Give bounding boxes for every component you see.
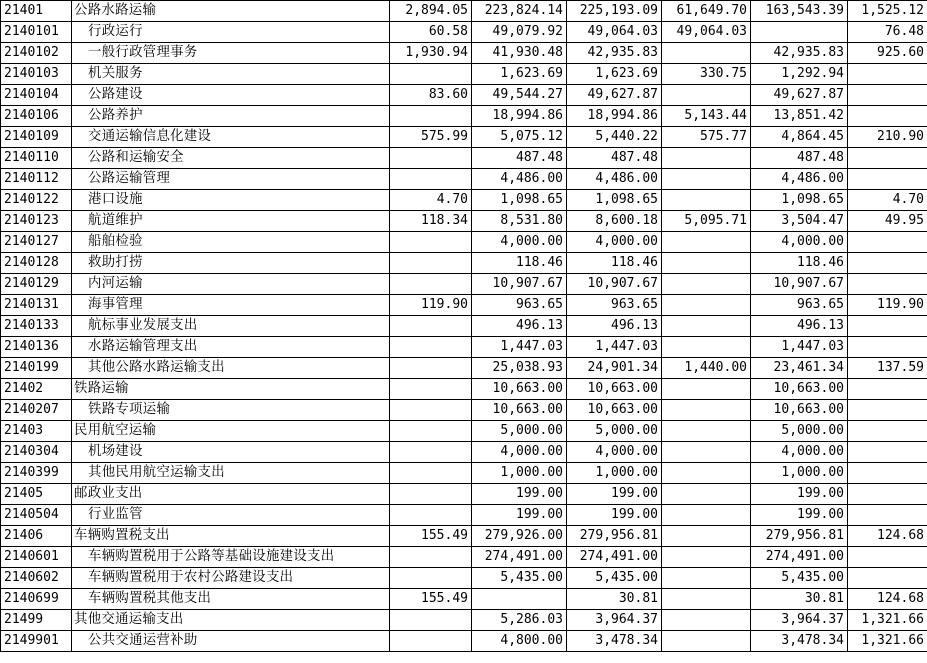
name-cell: 公路养护 bbox=[72, 106, 390, 127]
code-cell: 2140127 bbox=[1, 232, 72, 253]
value-cell-5: 5,435.00 bbox=[751, 568, 848, 589]
code-cell: 2140504 bbox=[1, 505, 72, 526]
value-cell-1 bbox=[390, 253, 472, 274]
table-row bbox=[1, 379, 927, 400]
code-cell: 21406 bbox=[1, 526, 72, 547]
value-cell-2: 1,000.00 bbox=[472, 463, 567, 484]
name-cell: 邮政业支出 bbox=[72, 484, 390, 505]
value-cell-4: 575.77 bbox=[662, 127, 751, 148]
value-cell-5: 1,000.00 bbox=[751, 463, 848, 484]
value-cell-2: 4,000.00 bbox=[472, 232, 567, 253]
table-row bbox=[1, 610, 927, 631]
table-body bbox=[1, 1, 927, 652]
value-cell-1 bbox=[390, 358, 472, 379]
value-cell-3: 49,064.03 bbox=[567, 22, 662, 43]
code-cell: 21403 bbox=[1, 421, 72, 442]
value-cell-3: 4,000.00 bbox=[567, 442, 662, 463]
value-cell-6 bbox=[848, 442, 927, 463]
code-cell: 2140106 bbox=[1, 106, 72, 127]
name-cell: 机场建设 bbox=[72, 442, 390, 463]
value-cell-3: 496.13 bbox=[567, 316, 662, 337]
value-cell-4 bbox=[662, 253, 751, 274]
value-cell-3: 8,600.18 bbox=[567, 211, 662, 232]
value-cell-6: 49.95 bbox=[848, 211, 927, 232]
value-cell-1 bbox=[390, 421, 472, 442]
value-cell-1 bbox=[390, 106, 472, 127]
value-cell-1: 155.49 bbox=[390, 526, 472, 547]
table-row bbox=[1, 358, 927, 379]
name-cell: 其他公路水路运输支出 bbox=[72, 358, 390, 379]
code-cell: 2140128 bbox=[1, 253, 72, 274]
value-cell-4 bbox=[662, 589, 751, 610]
value-cell-2: 199.00 bbox=[472, 505, 567, 526]
code-cell: 2140129 bbox=[1, 274, 72, 295]
value-cell-2: 8,531.80 bbox=[472, 211, 567, 232]
value-cell-4 bbox=[662, 631, 751, 652]
value-cell-3: 30.81 bbox=[567, 589, 662, 610]
table-row bbox=[1, 1, 927, 22]
value-cell-1 bbox=[390, 232, 472, 253]
name-cell: 公路运输管理 bbox=[72, 169, 390, 190]
value-cell-4 bbox=[662, 442, 751, 463]
value-cell-1: 4.70 bbox=[390, 190, 472, 211]
value-cell-4 bbox=[662, 316, 751, 337]
table-row bbox=[1, 442, 927, 463]
value-cell-5: 42,935.83 bbox=[751, 43, 848, 64]
value-cell-2 bbox=[472, 589, 567, 610]
value-cell-1 bbox=[390, 547, 472, 568]
value-cell-2: 5,286.03 bbox=[472, 610, 567, 631]
value-cell-1 bbox=[390, 484, 472, 505]
value-cell-6 bbox=[848, 484, 927, 505]
code-cell: 21499 bbox=[1, 610, 72, 631]
value-cell-6 bbox=[848, 169, 927, 190]
value-cell-3: 10,907.67 bbox=[567, 274, 662, 295]
value-cell-4: 5,095.71 bbox=[662, 211, 751, 232]
value-cell-1 bbox=[390, 505, 472, 526]
name-cell: 航道维护 bbox=[72, 211, 390, 232]
value-cell-2: 10,663.00 bbox=[472, 400, 567, 421]
table-row bbox=[1, 253, 927, 274]
table-row bbox=[1, 43, 927, 64]
name-cell: 铁路运输 bbox=[72, 379, 390, 400]
value-cell-5: 1,292.94 bbox=[751, 64, 848, 85]
value-cell-4 bbox=[662, 484, 751, 505]
value-cell-4 bbox=[662, 43, 751, 64]
value-cell-3: 42,935.83 bbox=[567, 43, 662, 64]
value-cell-3: 487.48 bbox=[567, 148, 662, 169]
name-cell: 港口设施 bbox=[72, 190, 390, 211]
table-row bbox=[1, 211, 927, 232]
value-cell-3: 10,663.00 bbox=[567, 379, 662, 400]
code-cell: 2140601 bbox=[1, 547, 72, 568]
value-cell-4 bbox=[662, 148, 751, 169]
value-cell-2: 41,930.48 bbox=[472, 43, 567, 64]
code-cell: 2140304 bbox=[1, 442, 72, 463]
value-cell-1 bbox=[390, 337, 472, 358]
value-cell-1 bbox=[390, 316, 472, 337]
value-cell-6 bbox=[848, 106, 927, 127]
code-cell: 2140101 bbox=[1, 22, 72, 43]
value-cell-6 bbox=[848, 274, 927, 295]
value-cell-3: 10,663.00 bbox=[567, 400, 662, 421]
name-cell: 救助打捞 bbox=[72, 253, 390, 274]
table-row bbox=[1, 274, 927, 295]
value-cell-5: 274,491.00 bbox=[751, 547, 848, 568]
value-cell-6 bbox=[848, 463, 927, 484]
value-cell-5: 963.65 bbox=[751, 295, 848, 316]
name-cell: 民用航空运输 bbox=[72, 421, 390, 442]
name-cell: 交通运输信息化建设 bbox=[72, 127, 390, 148]
value-cell-4 bbox=[662, 568, 751, 589]
value-cell-2: 4,000.00 bbox=[472, 442, 567, 463]
table-row bbox=[1, 463, 927, 484]
value-cell-6: 210.90 bbox=[848, 127, 927, 148]
name-cell: 公路水路运输 bbox=[72, 1, 390, 22]
value-cell-3: 199.00 bbox=[567, 505, 662, 526]
value-cell-6: 1,321.66 bbox=[848, 631, 927, 652]
name-cell: 内河运输 bbox=[72, 274, 390, 295]
value-cell-2: 223,824.14 bbox=[472, 1, 567, 22]
value-cell-2: 199.00 bbox=[472, 484, 567, 505]
value-cell-2: 1,623.69 bbox=[472, 64, 567, 85]
value-cell-4: 1,440.00 bbox=[662, 358, 751, 379]
value-cell-4 bbox=[662, 274, 751, 295]
table-row bbox=[1, 22, 927, 43]
value-cell-4 bbox=[662, 232, 751, 253]
code-cell: 2140699 bbox=[1, 589, 72, 610]
code-cell: 2140110 bbox=[1, 148, 72, 169]
value-cell-1: 1,930.94 bbox=[390, 43, 472, 64]
code-cell: 2140122 bbox=[1, 190, 72, 211]
name-cell: 车辆购置税用于农村公路建设支出 bbox=[72, 568, 390, 589]
value-cell-3: 274,491.00 bbox=[567, 547, 662, 568]
value-cell-2: 49,544.27 bbox=[472, 85, 567, 106]
name-cell: 行政运行 bbox=[72, 22, 390, 43]
value-cell-6 bbox=[848, 85, 927, 106]
value-cell-1: 83.60 bbox=[390, 85, 472, 106]
value-cell-1 bbox=[390, 379, 472, 400]
name-cell: 海事管理 bbox=[72, 295, 390, 316]
value-cell-4 bbox=[662, 463, 751, 484]
table-row bbox=[1, 148, 927, 169]
value-cell-6 bbox=[848, 232, 927, 253]
value-cell-6 bbox=[848, 379, 927, 400]
table-row bbox=[1, 589, 927, 610]
value-cell-4 bbox=[662, 190, 751, 211]
value-cell-5: 496.13 bbox=[751, 316, 848, 337]
value-cell-5: 10,663.00 bbox=[751, 400, 848, 421]
value-cell-3: 4,000.00 bbox=[567, 232, 662, 253]
value-cell-4: 5,143.44 bbox=[662, 106, 751, 127]
value-cell-6 bbox=[848, 505, 927, 526]
value-cell-2: 5,075.12 bbox=[472, 127, 567, 148]
value-cell-3: 1,447.03 bbox=[567, 337, 662, 358]
value-cell-3: 1,098.65 bbox=[567, 190, 662, 211]
code-cell: 2140131 bbox=[1, 295, 72, 316]
value-cell-6 bbox=[848, 547, 927, 568]
value-cell-1: 118.34 bbox=[390, 211, 472, 232]
value-cell-6: 76.48 bbox=[848, 22, 927, 43]
value-cell-4: 49,064.03 bbox=[662, 22, 751, 43]
value-cell-4 bbox=[662, 610, 751, 631]
value-cell-5: 4,864.45 bbox=[751, 127, 848, 148]
value-cell-5: 4,000.00 bbox=[751, 232, 848, 253]
value-cell-5: 49,627.87 bbox=[751, 85, 848, 106]
value-cell-6 bbox=[848, 568, 927, 589]
value-cell-4: 61,649.70 bbox=[662, 1, 751, 22]
table-row bbox=[1, 232, 927, 253]
value-cell-6: 124.68 bbox=[848, 589, 927, 610]
value-cell-5: 13,851.42 bbox=[751, 106, 848, 127]
code-cell: 2140602 bbox=[1, 568, 72, 589]
value-cell-5: 10,663.00 bbox=[751, 379, 848, 400]
code-cell: 2140136 bbox=[1, 337, 72, 358]
table-row bbox=[1, 169, 927, 190]
table-row bbox=[1, 106, 927, 127]
value-cell-5: 3,964.37 bbox=[751, 610, 848, 631]
value-cell-3: 4,486.00 bbox=[567, 169, 662, 190]
value-cell-2: 496.13 bbox=[472, 316, 567, 337]
value-cell-3: 18,994.86 bbox=[567, 106, 662, 127]
value-cell-6 bbox=[848, 148, 927, 169]
value-cell-6: 137.59 bbox=[848, 358, 927, 379]
value-cell-3: 279,956.81 bbox=[567, 526, 662, 547]
value-cell-2: 4,800.00 bbox=[472, 631, 567, 652]
value-cell-6 bbox=[848, 421, 927, 442]
value-cell-4 bbox=[662, 295, 751, 316]
value-cell-3: 3,964.37 bbox=[567, 610, 662, 631]
value-cell-1: 2,894.05 bbox=[390, 1, 472, 22]
table-row bbox=[1, 295, 927, 316]
value-cell-2: 10,907.67 bbox=[472, 274, 567, 295]
value-cell-6: 925.60 bbox=[848, 43, 927, 64]
value-cell-2: 4,486.00 bbox=[472, 169, 567, 190]
name-cell: 车辆购置税其他支出 bbox=[72, 589, 390, 610]
value-cell-5: 30.81 bbox=[751, 589, 848, 610]
name-cell: 公共交通运营补助 bbox=[72, 631, 390, 652]
name-cell: 一般行政管理事务 bbox=[72, 43, 390, 64]
table-row bbox=[1, 190, 927, 211]
code-cell: 2140112 bbox=[1, 169, 72, 190]
value-cell-6 bbox=[848, 316, 927, 337]
value-cell-6: 124.68 bbox=[848, 526, 927, 547]
value-cell-2: 5,435.00 bbox=[472, 568, 567, 589]
value-cell-2: 279,926.00 bbox=[472, 526, 567, 547]
value-cell-5: 3,478.34 bbox=[751, 631, 848, 652]
code-cell: 2140102 bbox=[1, 43, 72, 64]
table-row bbox=[1, 568, 927, 589]
value-cell-3: 49,627.87 bbox=[567, 85, 662, 106]
table-row bbox=[1, 505, 927, 526]
value-cell-5: 487.48 bbox=[751, 148, 848, 169]
code-cell: 21402 bbox=[1, 379, 72, 400]
name-cell: 船舶检验 bbox=[72, 232, 390, 253]
value-cell-1: 119.90 bbox=[390, 295, 472, 316]
name-cell: 公路和运输安全 bbox=[72, 148, 390, 169]
value-cell-5: 23,461.34 bbox=[751, 358, 848, 379]
value-cell-6 bbox=[848, 400, 927, 421]
code-cell: 2140133 bbox=[1, 316, 72, 337]
table-row bbox=[1, 85, 927, 106]
name-cell: 水路运输管理支出 bbox=[72, 337, 390, 358]
value-cell-1: 155.49 bbox=[390, 589, 472, 610]
code-cell: 21401 bbox=[1, 1, 72, 22]
table-row bbox=[1, 547, 927, 568]
value-cell-4 bbox=[662, 547, 751, 568]
value-cell-2: 10,663.00 bbox=[472, 379, 567, 400]
table-row bbox=[1, 421, 927, 442]
value-cell-3: 24,901.34 bbox=[567, 358, 662, 379]
code-cell: 2140109 bbox=[1, 127, 72, 148]
value-cell-3: 3,478.34 bbox=[567, 631, 662, 652]
value-cell-5: 4,486.00 bbox=[751, 169, 848, 190]
code-cell: 2140123 bbox=[1, 211, 72, 232]
value-cell-3: 1,623.69 bbox=[567, 64, 662, 85]
value-cell-3: 963.65 bbox=[567, 295, 662, 316]
value-cell-5: 1,447.03 bbox=[751, 337, 848, 358]
value-cell-2: 118.46 bbox=[472, 253, 567, 274]
name-cell: 航标事业发展支出 bbox=[72, 316, 390, 337]
table-row bbox=[1, 631, 927, 652]
code-cell: 2140207 bbox=[1, 400, 72, 421]
value-cell-3: 5,440.22 bbox=[567, 127, 662, 148]
value-cell-5: 118.46 bbox=[751, 253, 848, 274]
value-cell-2: 963.65 bbox=[472, 295, 567, 316]
code-cell: 2140399 bbox=[1, 463, 72, 484]
value-cell-5: 1,098.65 bbox=[751, 190, 848, 211]
code-cell: 2140103 bbox=[1, 64, 72, 85]
value-cell-6: 1,321.66 bbox=[848, 610, 927, 631]
value-cell-5: 279,956.81 bbox=[751, 526, 848, 547]
value-cell-6: 119.90 bbox=[848, 295, 927, 316]
value-cell-1 bbox=[390, 274, 472, 295]
value-cell-4 bbox=[662, 421, 751, 442]
value-cell-1: 575.99 bbox=[390, 127, 472, 148]
code-cell: 2140199 bbox=[1, 358, 72, 379]
value-cell-2: 5,000.00 bbox=[472, 421, 567, 442]
value-cell-3: 225,193.09 bbox=[567, 1, 662, 22]
value-cell-2: 49,079.92 bbox=[472, 22, 567, 43]
table-row bbox=[1, 316, 927, 337]
value-cell-1 bbox=[390, 631, 472, 652]
value-cell-4 bbox=[662, 400, 751, 421]
value-cell-6 bbox=[848, 253, 927, 274]
value-cell-6: 1,525.12 bbox=[848, 1, 927, 22]
value-cell-5: 10,907.67 bbox=[751, 274, 848, 295]
name-cell: 车辆购置税用于公路等基础设施建设支出 bbox=[72, 547, 390, 568]
value-cell-5: 5,000.00 bbox=[751, 421, 848, 442]
value-cell-5: 3,504.47 bbox=[751, 211, 848, 232]
value-cell-2: 1,098.65 bbox=[472, 190, 567, 211]
value-cell-2: 25,038.93 bbox=[472, 358, 567, 379]
value-cell-1 bbox=[390, 442, 472, 463]
value-cell-1 bbox=[390, 568, 472, 589]
code-cell: 21405 bbox=[1, 484, 72, 505]
code-cell: 2140104 bbox=[1, 85, 72, 106]
value-cell-4 bbox=[662, 337, 751, 358]
value-cell-2: 18,994.86 bbox=[472, 106, 567, 127]
table-row bbox=[1, 400, 927, 421]
value-cell-1 bbox=[390, 400, 472, 421]
name-cell: 行业监管 bbox=[72, 505, 390, 526]
value-cell-1 bbox=[390, 64, 472, 85]
table-row bbox=[1, 526, 927, 547]
value-cell-4 bbox=[662, 169, 751, 190]
code-cell: 2149901 bbox=[1, 631, 72, 652]
value-cell-3: 118.46 bbox=[567, 253, 662, 274]
value-cell-6 bbox=[848, 337, 927, 358]
value-cell-5: 163,543.39 bbox=[751, 1, 848, 22]
value-cell-4 bbox=[662, 526, 751, 547]
value-cell-5 bbox=[751, 22, 848, 43]
value-cell-2: 1,447.03 bbox=[472, 337, 567, 358]
value-cell-3: 5,435.00 bbox=[567, 568, 662, 589]
table-row bbox=[1, 337, 927, 358]
name-cell: 机关服务 bbox=[72, 64, 390, 85]
value-cell-4 bbox=[662, 379, 751, 400]
value-cell-5: 199.00 bbox=[751, 484, 848, 505]
value-cell-5: 199.00 bbox=[751, 505, 848, 526]
table-row bbox=[1, 127, 927, 148]
value-cell-4 bbox=[662, 85, 751, 106]
value-cell-1: 60.58 bbox=[390, 22, 472, 43]
name-cell: 其他交通运输支出 bbox=[72, 610, 390, 631]
value-cell-3: 199.00 bbox=[567, 484, 662, 505]
value-cell-1 bbox=[390, 169, 472, 190]
value-cell-1 bbox=[390, 610, 472, 631]
value-cell-3: 5,000.00 bbox=[567, 421, 662, 442]
name-cell: 其他民用航空运输支出 bbox=[72, 463, 390, 484]
name-cell: 公路建设 bbox=[72, 85, 390, 106]
value-cell-3: 1,000.00 bbox=[567, 463, 662, 484]
value-cell-4: 330.75 bbox=[662, 64, 751, 85]
table-row bbox=[1, 484, 927, 505]
table-row bbox=[1, 64, 927, 85]
name-cell: 铁路专项运输 bbox=[72, 400, 390, 421]
value-cell-6 bbox=[848, 64, 927, 85]
value-cell-4 bbox=[662, 505, 751, 526]
value-cell-6: 4.70 bbox=[848, 190, 927, 211]
value-cell-5: 4,000.00 bbox=[751, 442, 848, 463]
value-cell-2: 274,491.00 bbox=[472, 547, 567, 568]
value-cell-1 bbox=[390, 148, 472, 169]
value-cell-1 bbox=[390, 463, 472, 484]
name-cell: 车辆购置税支出 bbox=[72, 526, 390, 547]
value-cell-2: 487.48 bbox=[472, 148, 567, 169]
